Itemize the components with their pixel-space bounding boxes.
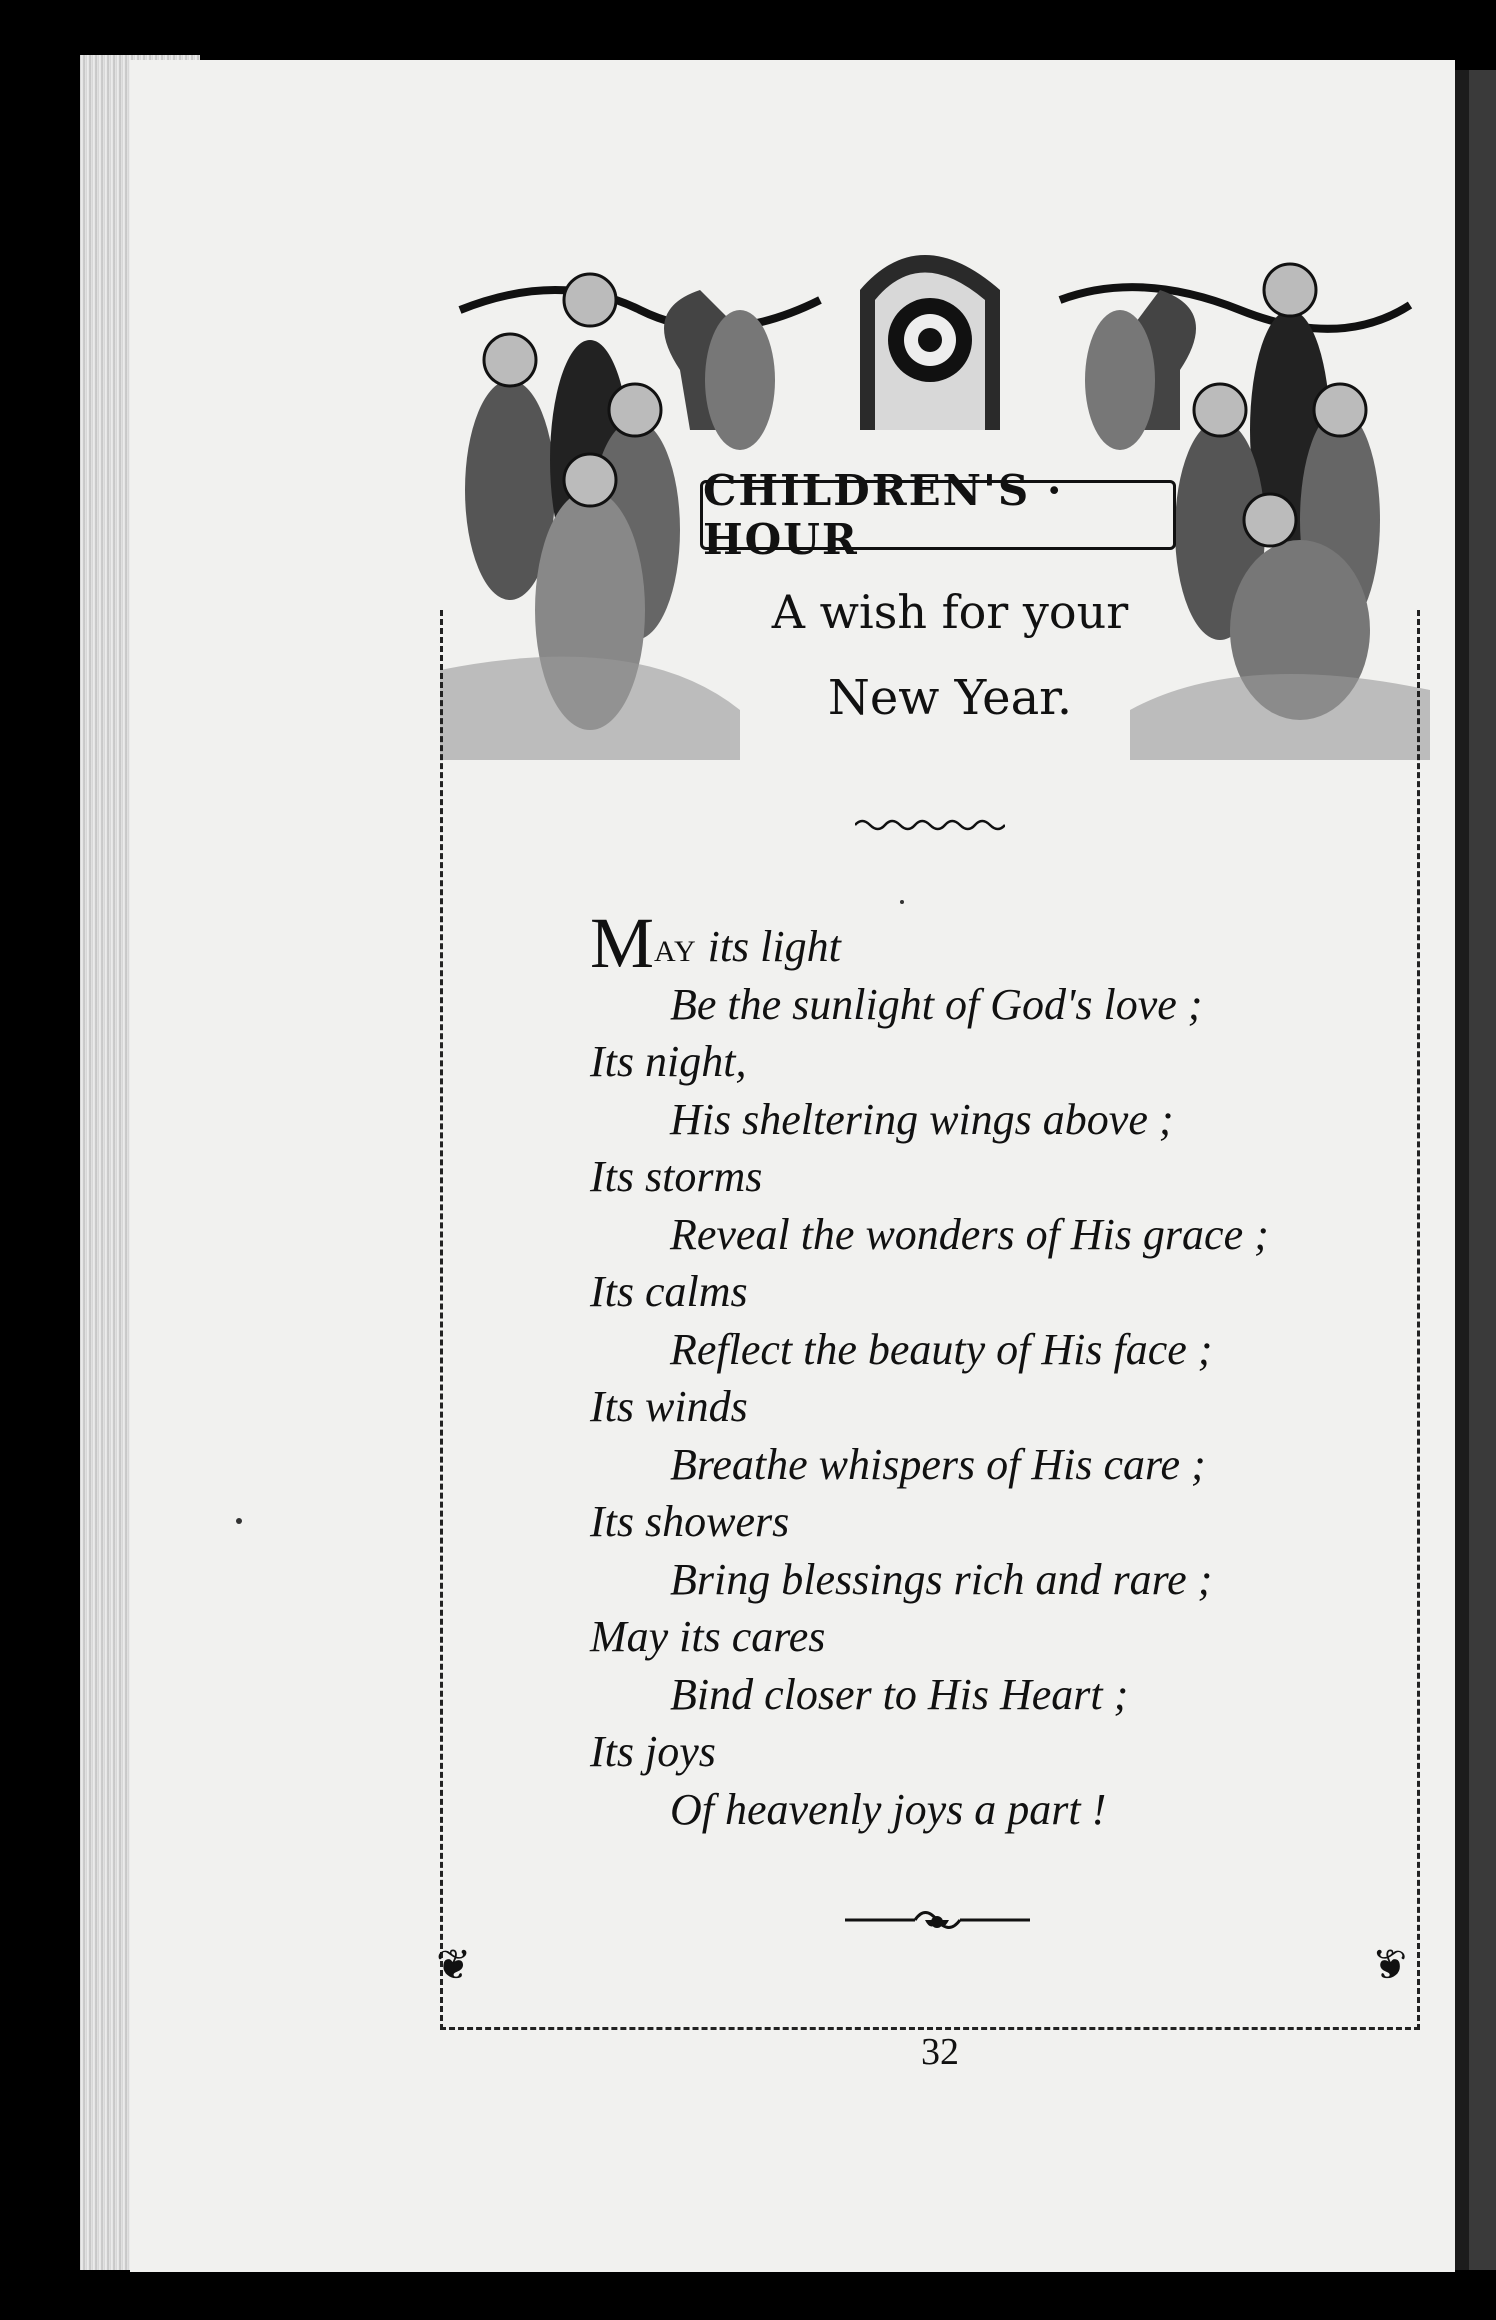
subtitle-line-2: New Year. <box>827 670 1073 726</box>
poem-line: Its calms <box>590 1267 748 1316</box>
poem-line: Reflect the beauty of His face ; <box>670 1324 1213 1374</box>
poem-line: Its storms <box>590 1152 763 1201</box>
poem-line: Bring blessings rich and rare ; <box>670 1554 1213 1604</box>
title-banner: CHILDREN'S · HOUR <box>700 480 1176 550</box>
poem-line: Breathe whispers of His care ; <box>670 1439 1206 1489</box>
poem <box>590 903 1390 1838</box>
poem-line: Its joys <box>590 1727 716 1776</box>
poem-line: Reveal the wonders of His grace ; <box>670 1209 1269 1259</box>
poem-line: May its cares <box>590 1612 826 1661</box>
paper-speck <box>236 1518 242 1524</box>
poem-line: His sheltering wings above ; <box>670 1094 1174 1144</box>
poem-line: Be the sunlight of God's love ; <box>670 979 1203 1029</box>
ornament-corner-icon: ❦ <box>1372 1943 1408 1989</box>
fleuron-icon <box>845 1900 1030 1940</box>
poem-line: Its winds <box>590 1382 748 1431</box>
wavy-divider-icon <box>855 815 1005 835</box>
poem-line: Of heavenly joys a part ! <box>670 1784 1107 1834</box>
drop-cap: M <box>590 903 655 983</box>
ornament-corner-icon: ❦ <box>436 1943 472 1989</box>
poem-line: Its night, <box>590 1037 747 1086</box>
small-caps: AY <box>654 935 697 968</box>
poem-line <box>590 903 1390 983</box>
subtitle-line-1: A wish for your <box>771 585 1129 639</box>
poem-line: Bind closer to His Heart ; <box>670 1669 1129 1719</box>
poem-line: Its showers <box>590 1497 790 1546</box>
paper-speck <box>900 900 904 904</box>
facing-page-edge <box>1455 70 1496 2270</box>
page-number: 32 <box>921 2031 959 2073</box>
poem-line-text: its light <box>696 922 841 971</box>
